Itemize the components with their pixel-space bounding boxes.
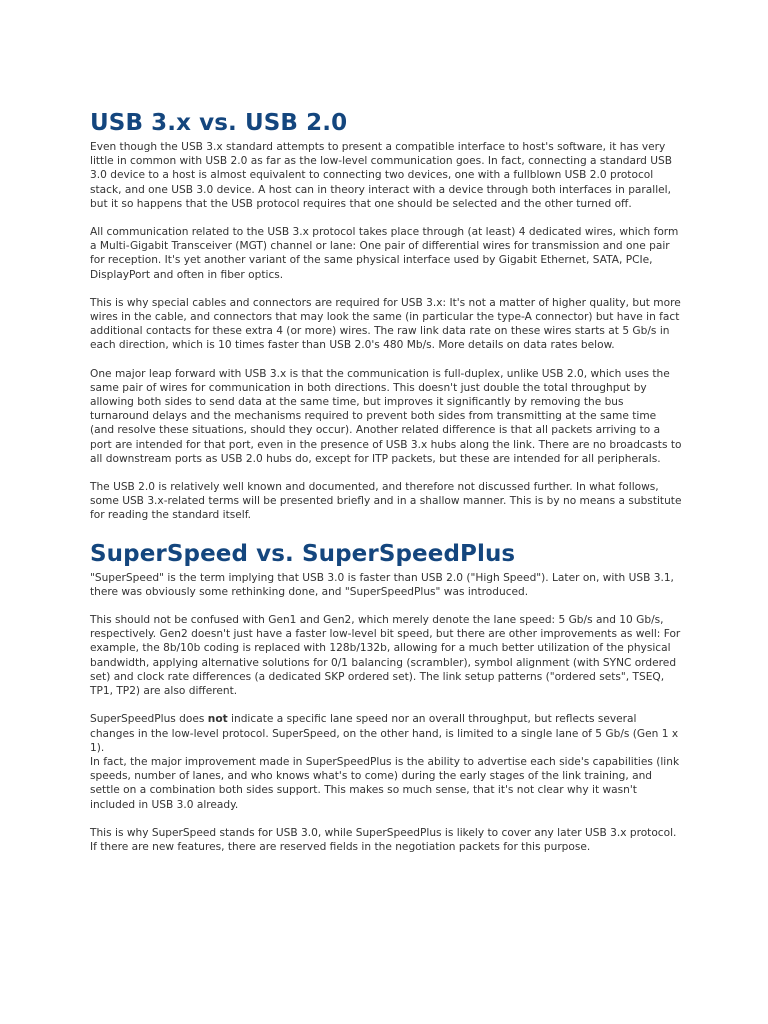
section-heading-superspeed-vs-superspeedplus: SuperSpeed vs. SuperSpeedPlus (90, 540, 516, 567)
paragraph: One major leap forward with USB 3.x is that the communication is full-duplex, unlike USB 2.0, which uses the same pair of wires for communication in both directions. This doesn't just double the total throughput by allowing both sides to send data at the same time, but improves it significantly by removing the bus turnaround delays and the mechanisms required to prevent both sides from transmitting at the same time (and resolve these situations, should they occur). Another related difference is that all packets arriving to a port are intended for that port, even in the presence of USB 3.x hubs along the link. There are no broadcasts to all downstream ports as USB 2.0 hubs do, except for ITP packets, but these are intended for all peripherals. (90, 367, 682, 465)
text-run: SuperSpeedPlus does (90, 713, 208, 726)
paragraph: This is why SuperSpeed stands for USB 3.0, while SuperSpeedPlus is likely to cover any later USB 3.x protocol. If there are new features, there are reserved fields in the negotiation packets for this purpose. (90, 826, 677, 853)
paragraph: The USB 2.0 is relatively well known and documented, and therefore not discussed further. In what follows, some USB 3.x-related terms will be presented briefly and in a shallow manner. This is by no means a substitute for reading the standard itself. (90, 481, 682, 522)
text-run: indicate a specific lane speed nor an overall throughput, but reflects several changes in the low-level protocol. SuperSpeed, on the other hand, is limited to a single lane of 5 Gb/s (Gen 1 x 1). (90, 713, 679, 754)
paragraph: This should not be confused with Gen1 and Gen2, which merely denote the lane speed: 5 Gb/s and 10 Gb/s, respectively. Gen2 doesn't just have a faster low-level bit speed, but there are other improvements as well: For example, the 8b/10b coding is replaced with 128b/132b, allowing for a much better utilization of the physical bandwidth, applying alternative solutions for 0/1 balancing (scrambler), symbol alignment (with SYNC ordered set) and clock rate differences (a dedicated SKP ordered set). The link setup patterns ("ordered sets", TSEQ, TP1, TP2) are also different. (90, 614, 681, 698)
section-heading-usb3-vs-usb2: USB 3.x vs. USB 2.0 (90, 110, 348, 136)
paragraph: This is why special cables and connectors are required for USB 3.x: It's not a matter of higher quality, but more wires in the cable, and connectors that may look the same (in particular the type-A connector) but have in fact additional contacts for these extra 4 (or more) wires. The raw link data rate on these wires starts at 5 Gb/s in each direction, which is 10 times faster than USB 2.0's 480 Mb/s. More details on data rates below. (90, 296, 681, 352)
article-body (90, 106, 682, 854)
paragraph: All communication related to the USB 3.x protocol takes place through (at least) 4 dedicated wires, which form a Multi-Gigabit Transceiver (MGT) channel or lane: One pair of differential wires for transmission and one pair for reception. It's yet another variant of the same physical interface used by Gigabit Ethernet, SATA, PCIe, DisplayPort and often in fiber optics. (90, 226, 679, 281)
paragraph (90, 712, 682, 755)
emphasis: not (207, 713, 228, 726)
paragraph: "SuperSpeed" is the term implying that USB 3.0 is faster than USB 2.0 ("High Speed"). Later on, with USB 3.1, there was obviously some rethinking done, and "SuperSpeedPlus" was introduced. (90, 571, 674, 598)
paragraph: In fact, the major improvement made in SuperSpeedPlus is the ability to advertise each side's capabilities (link speeds, number of lanes, and who knows what's to come) during the early stages of the link training, and settle on a combination both sides support. This makes so much sense, that it's not clear why it wasn't included in USB 3.0 already. (90, 755, 680, 811)
paragraph: Even though the USB 3.x standard attempts to present a compatible interface to host's software, it has very little in common with USB 2.0 as far as the low-level communication goes. In fact, connecting a standard USB 3.0 device to a host is almost equivalent to connecting two devices, one with a fullblown USB 2.0 protocol stack, and one USB 3.0 device. A host can in theory interact with a device through both interfaces in parallel, but it so happens that the USB protocol requires that one should be selected and the other turned off. (90, 141, 673, 210)
